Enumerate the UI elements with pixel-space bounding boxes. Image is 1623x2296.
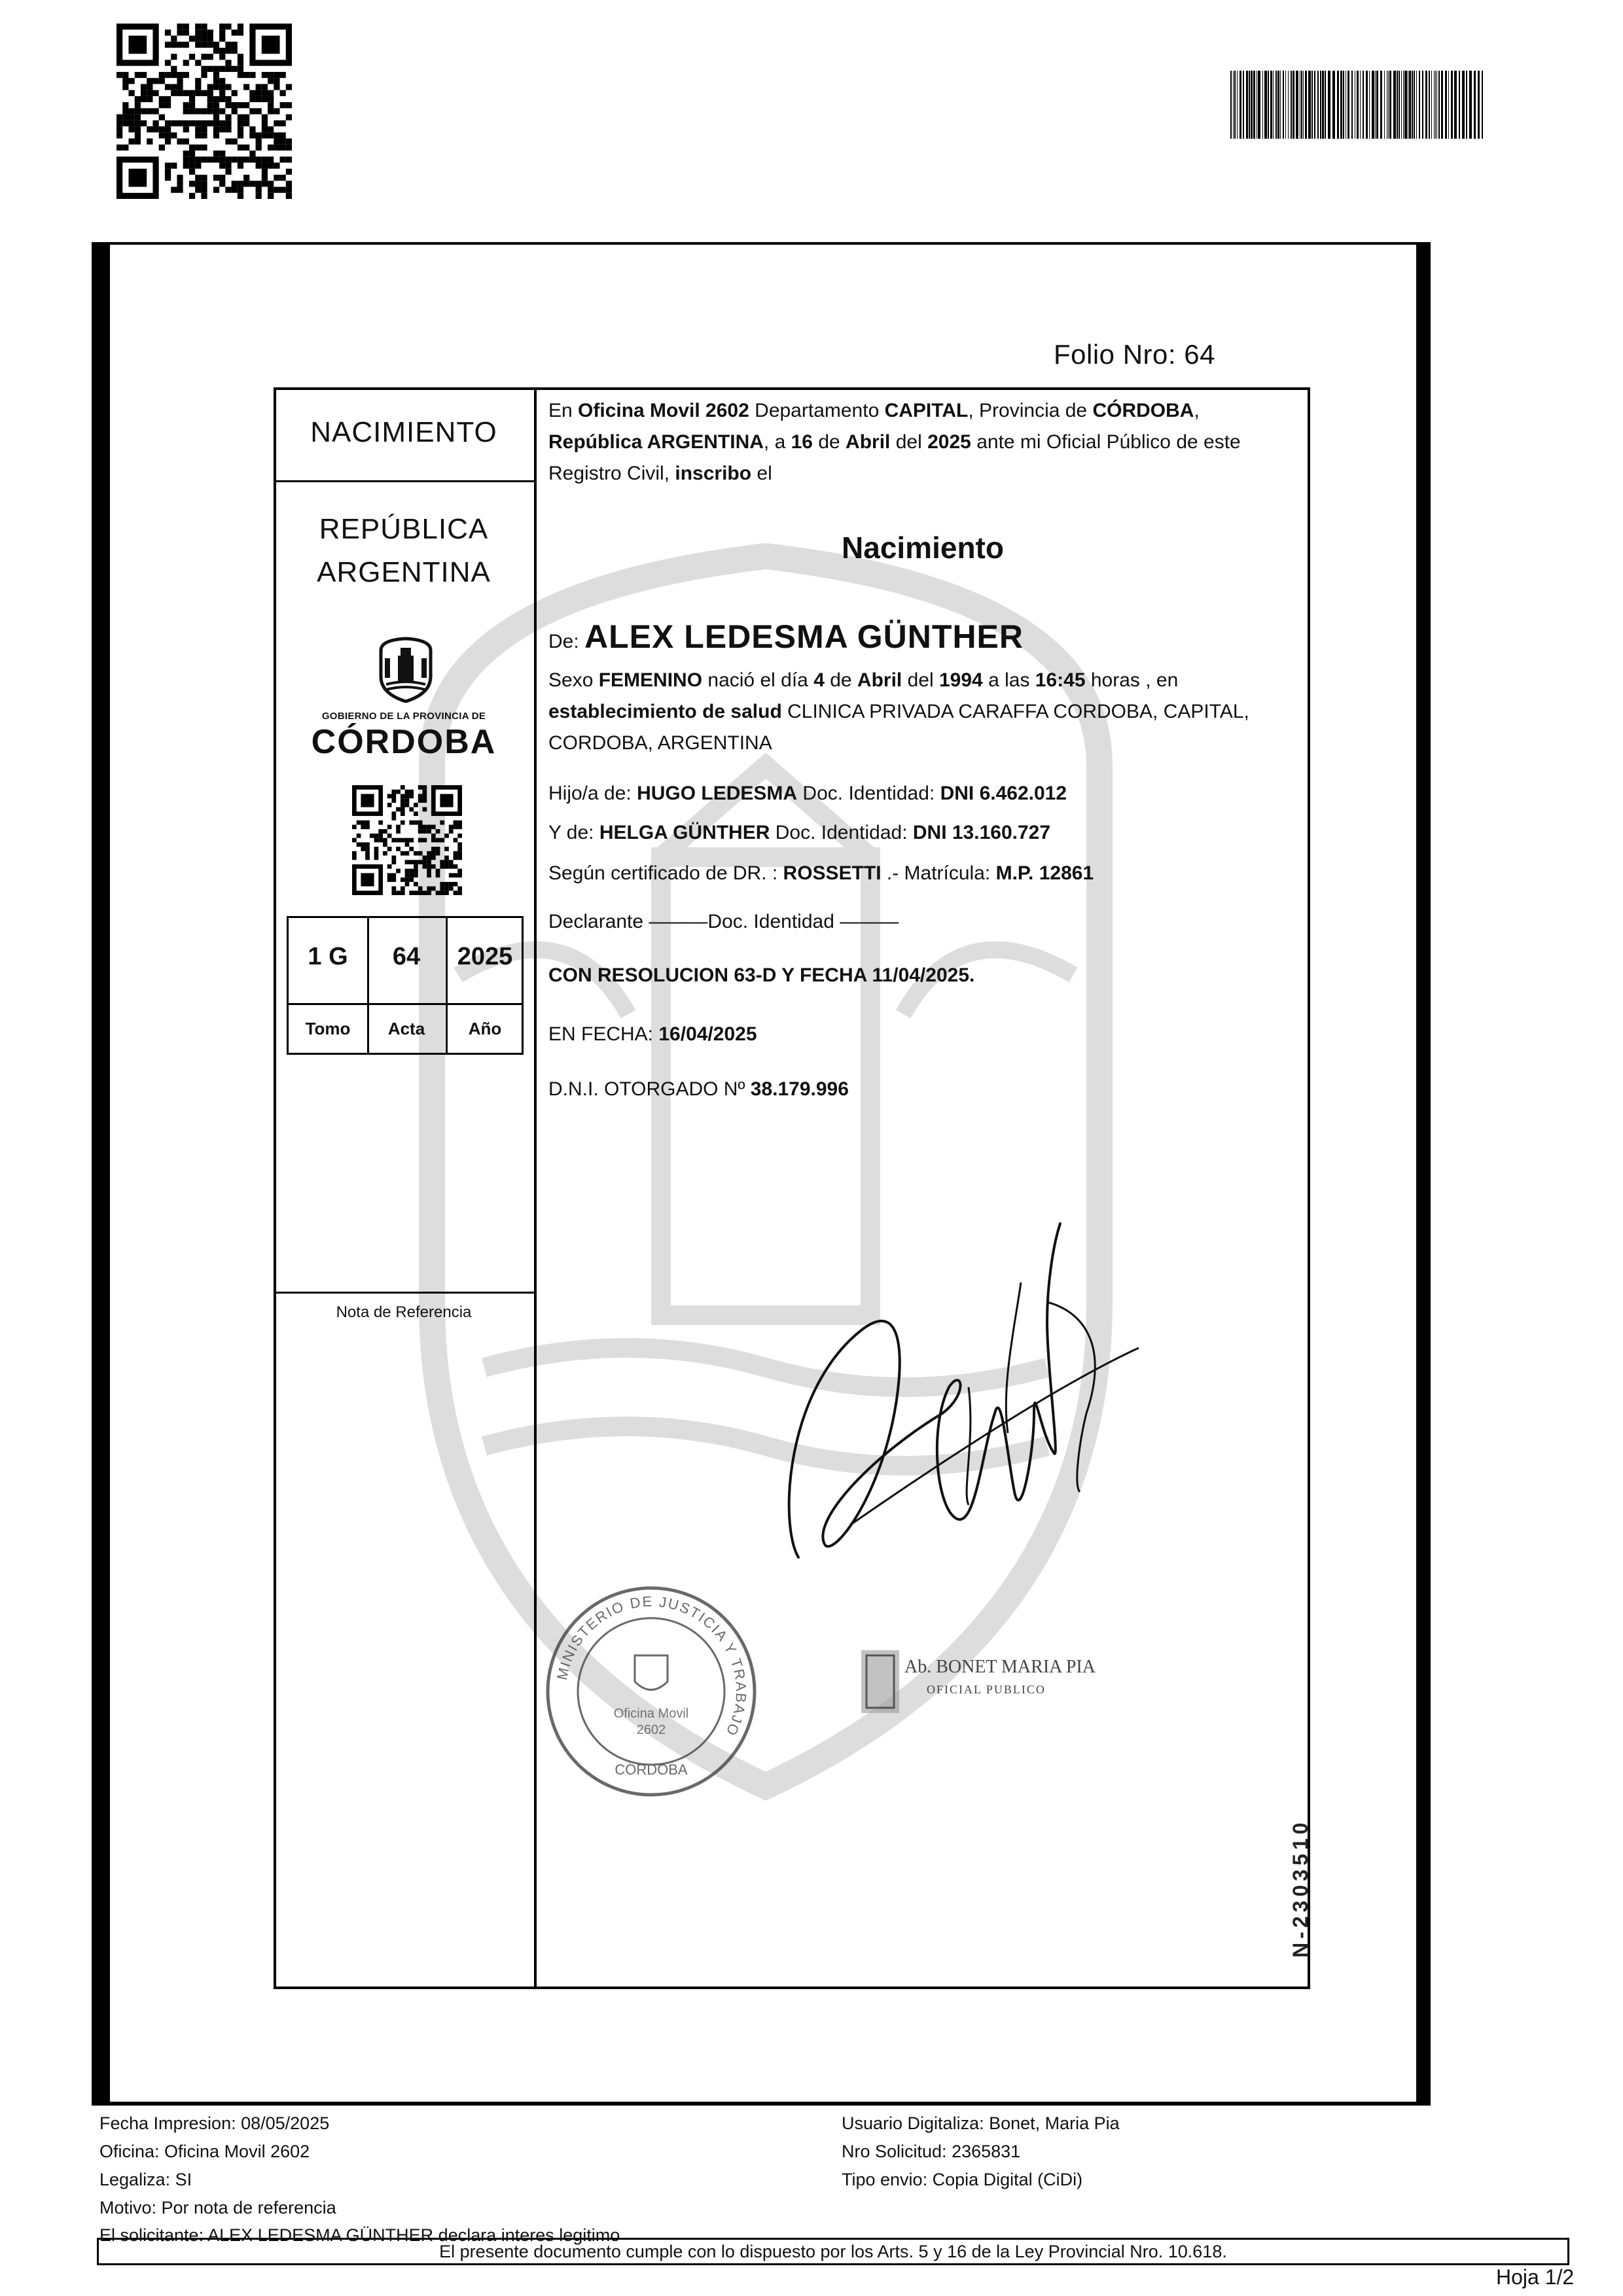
barcode	[1230, 71, 1486, 139]
person-first-name: ALEX	[584, 618, 675, 655]
intro-paragraph: En Oficina Movil 2602 Departamento CAPITAL, Provincia de CÓRDOBA, República ARGENTINA, a 16 de Abril del 2025 ante mi Oficial Público de este Registro Civil, inscribo el	[548, 400, 1241, 484]
registry-table	[287, 916, 524, 1055]
official-round-seal	[543, 1583, 759, 1799]
footer-send-type: Tipo envio: Copia Digital (CiDi)	[842, 2170, 1083, 2189]
svg-text:2602: 2602	[636, 1723, 666, 1737]
svg-text:Oficina Movil: Oficina Movil	[613, 1706, 689, 1721]
mother-line: Y de: HELGA GÜNTHER Doc. Identidad: DNI 13.160.727	[548, 822, 1051, 843]
svg-text:Ab. BONET MARIA PIA: Ab. BONET MARIA PIA	[904, 1657, 1096, 1677]
tomo-value: 1 G	[308, 943, 348, 970]
country-line-1: REPÚBLICA	[319, 513, 489, 545]
svg-text:OFICIAL PUBLICO: OFICIAL PUBLICO	[927, 1683, 1046, 1696]
document-title: Nacimiento	[842, 531, 1004, 565]
tomo-header: Tomo	[305, 1019, 351, 1038]
svg-text:MINISTERIO DE JUSTICIA Y TRABA: MINISTERIO DE JUSTICIA Y TRABAJO	[554, 1593, 750, 1740]
gov-label-small: GOBIERNO DE LA PROVINCIA DE	[321, 711, 486, 722]
handwritten-signature	[772, 1217, 1178, 1583]
footer-usuario: Usuario Digitaliza: Bonet, Maria Pia	[842, 2113, 1120, 2133]
anio-value: 2025	[457, 943, 513, 970]
footer-motivo: Motivo: Por nota de referencia	[99, 2198, 336, 2217]
footer-request-number: Nro Solicitud: 2365831	[842, 2142, 1021, 2161]
qr-code-left	[352, 785, 462, 895]
anio-header: Año	[468, 1019, 502, 1038]
footer-print-date: Fecha Impresion: 08/05/2025	[99, 2113, 330, 2133]
official-name-stamp	[861, 1646, 1116, 1718]
qr-code-top	[116, 24, 292, 199]
footer-legaliza: Legaliza: SI	[99, 2170, 192, 2189]
reference-note-label: Nota de Referencia	[336, 1303, 472, 1321]
divider	[274, 1292, 534, 1294]
footer-office: Oficina: Oficina Movil 2602	[99, 2142, 310, 2161]
person-last-name: LEDESMA GÜNTHER	[684, 618, 1024, 655]
person-name-line: De: ALEX LEDESMA GÜNTHER	[548, 618, 1024, 655]
declarante-line: Declarante ———Doc. Identidad ———	[548, 911, 899, 932]
gov-label-big: CÓRDOBA	[311, 723, 497, 761]
column-divider	[534, 387, 537, 1989]
country-label	[274, 508, 534, 594]
folio-number: Folio Nro: 64	[1054, 339, 1215, 370]
birth-details: Sexo FEMENINO nació el día 4 de Abril del 1994 a las 16:45 horas , en establecimiento de salud CLINICA PRIVADA CARAFFA CORDOBA, CAPITAL, CORDOBA, ARGENTINA	[548, 669, 1249, 754]
footer-solicitante: El solicitante: ALEX LEDESMA GÜNTHER declara interes legitimo	[99, 2225, 620, 2245]
en-fecha-line: EN FECHA: 16/04/2025	[548, 1023, 757, 1045]
svg-text:N-2303510: N-2303510	[1289, 1818, 1312, 1958]
cordoba-crest-icon	[374, 636, 437, 703]
divider	[274, 480, 534, 482]
certificate-line: Según certificado de DR. : ROSSETTI .- Matrícula: M.P. 12861	[548, 862, 1094, 884]
resolution-line: CON RESOLUCION 63-D Y FECHA 11/04/2025.	[548, 964, 975, 986]
serial-number	[1281, 1793, 1321, 1963]
dni-line: D.N.I. OTORGADO Nº 38.179.996	[548, 1078, 849, 1100]
page-counter: Hoja 1/2	[1496, 2265, 1575, 2289]
svg-text:CÓRDOBA: CÓRDOBA	[615, 1761, 688, 1778]
acta-header: Acta	[387, 1019, 425, 1038]
legal-notice: El presente documento cumple con lo dispuesto por los Arts. 5 y 16 de la Ley Provincial Nro. 10.618.	[97, 2238, 1569, 2265]
country-line-2: ARGENTINA	[317, 556, 491, 588]
father-line: Hijo/a de: HUGO LEDESMA Doc. Identidad: DNI 6.462.012	[548, 783, 1067, 804]
acta-value: 64	[392, 943, 421, 970]
acta-type-label: NACIMIENTO	[310, 416, 497, 448]
